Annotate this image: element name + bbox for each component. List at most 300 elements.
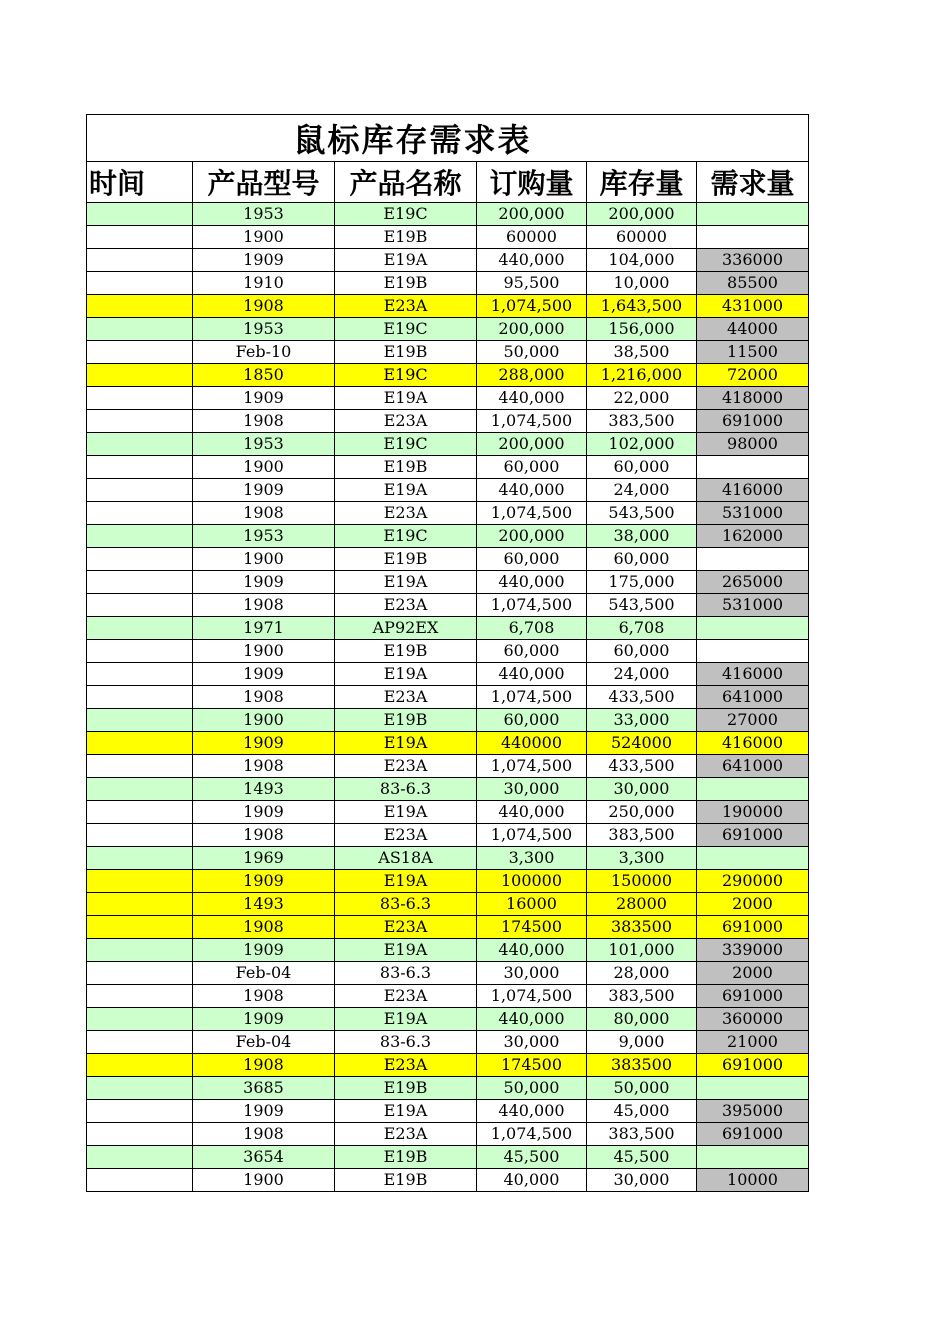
order-cell[interactable]: 1,074,500 [477, 295, 587, 318]
stock-cell[interactable]: 30,000 [587, 778, 697, 801]
demand-cell[interactable]: 11500 [697, 341, 809, 364]
time-cell[interactable] [87, 686, 193, 709]
order-cell[interactable]: 1,074,500 [477, 1123, 587, 1146]
order-cell[interactable]: 440,000 [477, 1008, 587, 1031]
model-cell[interactable]: 3685 [193, 1077, 335, 1100]
model-cell[interactable]: 1971 [193, 617, 335, 640]
order-cell[interactable]: 50,000 [477, 1077, 587, 1100]
header-stock[interactable]: 库存量 [587, 162, 697, 203]
stock-cell[interactable]: 30,000 [587, 1169, 697, 1192]
order-cell[interactable]: 440,000 [477, 249, 587, 272]
stock-cell[interactable]: 102,000 [587, 433, 697, 456]
name-cell[interactable]: E23A [335, 295, 477, 318]
model-cell[interactable]: 1900 [193, 226, 335, 249]
order-cell[interactable]: 200,000 [477, 525, 587, 548]
model-cell[interactable]: 1909 [193, 870, 335, 893]
demand-cell[interactable]: 416000 [697, 663, 809, 686]
header-name[interactable]: 产品名称 [335, 162, 477, 203]
order-cell[interactable]: 1,074,500 [477, 410, 587, 433]
order-cell[interactable]: 440,000 [477, 1100, 587, 1123]
time-cell[interactable] [87, 663, 193, 686]
model-cell[interactable]: 1908 [193, 916, 335, 939]
table-row [87, 594, 809, 617]
order-cell[interactable]: 440000 [477, 732, 587, 755]
table-row [87, 1008, 809, 1031]
stock-cell[interactable]: 3,300 [587, 847, 697, 870]
time-cell[interactable] [87, 939, 193, 962]
time-cell[interactable] [87, 893, 193, 916]
order-cell[interactable]: 50,000 [477, 341, 587, 364]
header-row [87, 162, 809, 203]
name-cell[interactable]: E23A [335, 985, 477, 1008]
order-cell[interactable]: 60000 [477, 226, 587, 249]
demand-cell[interactable]: 531000 [697, 594, 809, 617]
demand-cell[interactable]: 691000 [697, 985, 809, 1008]
name-cell[interactable]: E19A [335, 801, 477, 824]
model-cell[interactable]: 1908 [193, 594, 335, 617]
order-cell[interactable]: 440,000 [477, 571, 587, 594]
model-cell[interactable]: 1908 [193, 410, 335, 433]
table-row [87, 732, 809, 755]
order-cell[interactable]: 3,300 [477, 847, 587, 870]
demand-cell[interactable] [697, 778, 809, 801]
model-cell[interactable]: 1909 [193, 732, 335, 755]
order-cell[interactable]: 30,000 [477, 962, 587, 985]
stock-cell[interactable]: 383,500 [587, 985, 697, 1008]
order-cell[interactable]: 200,000 [477, 433, 587, 456]
name-cell[interactable]: E19A [335, 387, 477, 410]
demand-cell[interactable]: 2000 [697, 893, 809, 916]
time-cell[interactable] [87, 824, 193, 847]
model-cell[interactable]: 1908 [193, 755, 335, 778]
stock-cell[interactable]: 156,000 [587, 318, 697, 341]
model-cell[interactable]: 1909 [193, 1100, 335, 1123]
stock-cell[interactable]: 383,500 [587, 410, 697, 433]
name-cell[interactable]: E19A [335, 479, 477, 502]
name-cell[interactable]: E19B [335, 1146, 477, 1169]
header-order[interactable]: 订购量 [477, 162, 587, 203]
demand-cell[interactable]: 431000 [697, 295, 809, 318]
model-cell[interactable]: 1900 [193, 548, 335, 571]
name-cell[interactable]: AP92EX [335, 617, 477, 640]
time-cell[interactable] [87, 1031, 193, 1054]
order-cell[interactable]: 440,000 [477, 801, 587, 824]
name-cell[interactable]: E19B [335, 226, 477, 249]
demand-cell[interactable]: 641000 [697, 686, 809, 709]
model-cell[interactable]: 1953 [193, 318, 335, 341]
sheet-title[interactable]: 鼠标库存需求表 [87, 115, 809, 162]
stock-cell[interactable]: 433,500 [587, 755, 697, 778]
table-row [87, 318, 809, 341]
model-cell[interactable]: 1909 [193, 1008, 335, 1031]
order-cell[interactable]: 440,000 [477, 663, 587, 686]
name-cell[interactable]: E19B [335, 709, 477, 732]
name-cell[interactable]: E19B [335, 1169, 477, 1192]
time-cell[interactable] [87, 387, 193, 410]
model-cell[interactable]: Feb-10 [193, 341, 335, 364]
time-cell[interactable] [87, 249, 193, 272]
table-row [87, 1146, 809, 1169]
demand-cell[interactable] [697, 548, 809, 571]
model-cell[interactable]: 1953 [193, 433, 335, 456]
demand-cell[interactable]: 21000 [697, 1031, 809, 1054]
demand-cell[interactable]: 691000 [697, 1054, 809, 1077]
model-cell[interactable]: 1908 [193, 824, 335, 847]
table-row [87, 778, 809, 801]
name-cell[interactable]: E23A [335, 686, 477, 709]
model-cell[interactable]: 1908 [193, 502, 335, 525]
table-row [87, 870, 809, 893]
name-cell[interactable]: E19B [335, 1077, 477, 1100]
table-row [87, 456, 809, 479]
name-cell[interactable]: 83-6.3 [335, 893, 477, 916]
time-cell[interactable] [87, 1169, 193, 1192]
demand-cell[interactable]: 641000 [697, 755, 809, 778]
model-cell[interactable]: 1908 [193, 1123, 335, 1146]
order-cell[interactable]: 1,074,500 [477, 824, 587, 847]
demand-cell[interactable]: 531000 [697, 502, 809, 525]
name-cell[interactable]: E19B [335, 456, 477, 479]
model-cell[interactable]: 1953 [193, 525, 335, 548]
name-cell[interactable]: E19A [335, 1100, 477, 1123]
stock-cell[interactable]: 9,000 [587, 1031, 697, 1054]
demand-cell[interactable]: 2000 [697, 962, 809, 985]
stock-cell[interactable]: 60000 [587, 226, 697, 249]
time-cell[interactable] [87, 709, 193, 732]
table-row [87, 1100, 809, 1123]
demand-cell[interactable]: 416000 [697, 479, 809, 502]
stock-cell[interactable]: 175,000 [587, 571, 697, 594]
table-row [87, 387, 809, 410]
time-cell[interactable] [87, 479, 193, 502]
model-cell[interactable]: 1909 [193, 663, 335, 686]
demand-cell[interactable]: 339000 [697, 939, 809, 962]
time-cell[interactable] [87, 525, 193, 548]
model-cell[interactable]: 1908 [193, 985, 335, 1008]
model-cell[interactable]: Feb-04 [193, 1031, 335, 1054]
stock-cell[interactable]: 60,000 [587, 456, 697, 479]
order-cell[interactable]: 174500 [477, 1054, 587, 1077]
demand-cell[interactable]: 190000 [697, 801, 809, 824]
model-cell[interactable]: 1908 [193, 295, 335, 318]
time-cell[interactable] [87, 594, 193, 617]
demand-cell[interactable]: 72000 [697, 364, 809, 387]
inventory-table [86, 114, 809, 1192]
demand-cell[interactable]: 416000 [697, 732, 809, 755]
name-cell[interactable]: E19A [335, 571, 477, 594]
demand-cell[interactable] [697, 1146, 809, 1169]
stock-cell[interactable]: 50,000 [587, 1077, 697, 1100]
demand-cell[interactable]: 691000 [697, 916, 809, 939]
name-cell[interactable]: AS18A [335, 847, 477, 870]
demand-cell[interactable] [697, 847, 809, 870]
stock-cell[interactable]: 38,500 [587, 341, 697, 364]
table-row [87, 640, 809, 663]
model-cell[interactable]: 1908 [193, 1054, 335, 1077]
demand-cell[interactable]: 691000 [697, 410, 809, 433]
stock-cell[interactable]: 150000 [587, 870, 697, 893]
name-cell[interactable]: E19B [335, 341, 477, 364]
time-cell[interactable] [87, 341, 193, 364]
model-cell[interactable]: 1909 [193, 249, 335, 272]
table-row [87, 939, 809, 962]
model-cell[interactable]: 1910 [193, 272, 335, 295]
model-cell[interactable]: 3654 [193, 1146, 335, 1169]
name-cell[interactable]: E23A [335, 824, 477, 847]
stock-cell[interactable]: 24,000 [587, 663, 697, 686]
demand-cell[interactable]: 691000 [697, 824, 809, 847]
table-row [87, 893, 809, 916]
table-row [87, 1077, 809, 1100]
time-cell[interactable] [87, 1146, 193, 1169]
stock-cell[interactable]: 543,500 [587, 594, 697, 617]
time-cell[interactable] [87, 1008, 193, 1031]
name-cell[interactable]: E19A [335, 732, 477, 755]
demand-cell[interactable] [697, 226, 809, 249]
time-cell[interactable] [87, 226, 193, 249]
name-cell[interactable]: E23A [335, 410, 477, 433]
name-cell[interactable]: E19C [335, 433, 477, 456]
order-cell[interactable]: 200,000 [477, 203, 587, 226]
time-cell[interactable] [87, 1077, 193, 1100]
demand-cell[interactable]: 360000 [697, 1008, 809, 1031]
order-cell[interactable]: 100000 [477, 870, 587, 893]
order-cell[interactable]: 30,000 [477, 778, 587, 801]
model-cell[interactable]: 1493 [193, 893, 335, 916]
model-cell[interactable]: 1900 [193, 456, 335, 479]
stock-cell[interactable]: 10,000 [587, 272, 697, 295]
time-cell[interactable] [87, 433, 193, 456]
table-row [87, 502, 809, 525]
model-cell[interactable]: 1909 [193, 571, 335, 594]
table-row [87, 916, 809, 939]
stock-cell[interactable]: 45,000 [587, 1100, 697, 1123]
order-cell[interactable]: 200,000 [477, 318, 587, 341]
order-cell[interactable]: 30,000 [477, 1031, 587, 1054]
order-cell[interactable]: 60,000 [477, 709, 587, 732]
time-cell[interactable] [87, 1054, 193, 1077]
stock-cell[interactable]: 104,000 [587, 249, 697, 272]
order-cell[interactable]: 1,074,500 [477, 686, 587, 709]
name-cell[interactable]: E23A [335, 594, 477, 617]
model-cell[interactable]: 1953 [193, 203, 335, 226]
time-cell[interactable] [87, 801, 193, 824]
table-row [87, 364, 809, 387]
order-cell[interactable]: 16000 [477, 893, 587, 916]
order-cell[interactable]: 6,708 [477, 617, 587, 640]
order-cell[interactable]: 95,500 [477, 272, 587, 295]
model-cell[interactable]: 1909 [193, 801, 335, 824]
order-cell[interactable]: 45,500 [477, 1146, 587, 1169]
demand-cell[interactable] [697, 640, 809, 663]
stock-cell[interactable]: 250,000 [587, 801, 697, 824]
table-row [87, 226, 809, 249]
name-cell[interactable]: E23A [335, 502, 477, 525]
stock-cell[interactable]: 45,500 [587, 1146, 697, 1169]
table-row [87, 571, 809, 594]
stock-cell[interactable]: 22,000 [587, 387, 697, 410]
name-cell[interactable]: E19A [335, 939, 477, 962]
name-cell[interactable]: E23A [335, 916, 477, 939]
stock-cell[interactable]: 60,000 [587, 548, 697, 571]
stock-cell[interactable]: 1,216,000 [587, 364, 697, 387]
model-cell[interactable]: 1969 [193, 847, 335, 870]
name-cell[interactable]: E19B [335, 548, 477, 571]
stock-cell[interactable]: 24,000 [587, 479, 697, 502]
time-cell[interactable] [87, 870, 193, 893]
time-cell[interactable] [87, 847, 193, 870]
order-cell[interactable]: 1,074,500 [477, 985, 587, 1008]
model-cell[interactable]: 1900 [193, 709, 335, 732]
time-cell[interactable] [87, 571, 193, 594]
table-row [87, 801, 809, 824]
time-cell[interactable] [87, 295, 193, 318]
demand-cell[interactable]: 336000 [697, 249, 809, 272]
time-cell[interactable] [87, 203, 193, 226]
order-cell[interactable]: 1,074,500 [477, 502, 587, 525]
time-cell[interactable] [87, 732, 193, 755]
model-cell[interactable]: 1493 [193, 778, 335, 801]
name-cell[interactable]: E19B [335, 272, 477, 295]
name-cell[interactable]: E19A [335, 1008, 477, 1031]
demand-cell[interactable]: 85500 [697, 272, 809, 295]
time-cell[interactable] [87, 502, 193, 525]
table-row [87, 1169, 809, 1192]
time-cell[interactable] [87, 272, 193, 295]
header-time[interactable]: 时间 [87, 162, 193, 203]
name-cell[interactable]: E19C [335, 364, 477, 387]
time-cell[interactable] [87, 617, 193, 640]
table-row [87, 479, 809, 502]
time-cell[interactable] [87, 548, 193, 571]
name-cell[interactable]: E19B [335, 640, 477, 663]
time-cell[interactable] [87, 985, 193, 1008]
time-cell[interactable] [87, 364, 193, 387]
stock-cell[interactable]: 1,643,500 [587, 295, 697, 318]
stock-cell[interactable]: 433,500 [587, 686, 697, 709]
order-cell[interactable]: 440,000 [477, 479, 587, 502]
table-row [87, 433, 809, 456]
name-cell[interactable]: E19C [335, 318, 477, 341]
stock-cell[interactable]: 383,500 [587, 1123, 697, 1146]
demand-cell[interactable] [697, 1077, 809, 1100]
name-cell[interactable]: E19A [335, 249, 477, 272]
demand-cell[interactable] [697, 617, 809, 640]
time-cell[interactable] [87, 916, 193, 939]
table-row [87, 686, 809, 709]
table-row [87, 295, 809, 318]
model-cell[interactable]: 1909 [193, 939, 335, 962]
name-cell[interactable]: 83-6.3 [335, 962, 477, 985]
demand-cell[interactable]: 44000 [697, 318, 809, 341]
order-cell[interactable]: 174500 [477, 916, 587, 939]
order-cell[interactable]: 1,074,500 [477, 755, 587, 778]
stock-cell[interactable]: 524000 [587, 732, 697, 755]
stock-cell[interactable]: 383,500 [587, 824, 697, 847]
demand-cell[interactable]: 290000 [697, 870, 809, 893]
time-cell[interactable] [87, 1123, 193, 1146]
demand-cell[interactable]: 395000 [697, 1100, 809, 1123]
name-cell[interactable]: 83-6.3 [335, 1031, 477, 1054]
demand-cell[interactable]: 27000 [697, 709, 809, 732]
time-cell[interactable] [87, 962, 193, 985]
time-cell[interactable] [87, 778, 193, 801]
stock-cell[interactable]: 28000 [587, 893, 697, 916]
time-cell[interactable] [87, 755, 193, 778]
order-cell[interactable]: 60,000 [477, 456, 587, 479]
table-row [87, 709, 809, 732]
demand-cell[interactable]: 265000 [697, 571, 809, 594]
time-cell[interactable] [87, 318, 193, 341]
demand-cell[interactable]: 10000 [697, 1169, 809, 1192]
time-cell[interactable] [87, 410, 193, 433]
table-row [87, 1054, 809, 1077]
order-cell[interactable]: 288,000 [477, 364, 587, 387]
model-cell[interactable]: 1908 [193, 686, 335, 709]
order-cell[interactable]: 440,000 [477, 387, 587, 410]
model-cell[interactable]: 1900 [193, 1169, 335, 1192]
name-cell[interactable]: 83-6.3 [335, 778, 477, 801]
stock-cell[interactable]: 80,000 [587, 1008, 697, 1031]
stock-cell[interactable]: 101,000 [587, 939, 697, 962]
model-cell[interactable]: 1900 [193, 640, 335, 663]
name-cell[interactable]: E23A [335, 755, 477, 778]
header-model[interactable]: 产品型号 [193, 162, 335, 203]
name-cell[interactable]: E23A [335, 1123, 477, 1146]
demand-cell[interactable] [697, 203, 809, 226]
demand-cell[interactable]: 418000 [697, 387, 809, 410]
table-row [87, 824, 809, 847]
demand-cell[interactable]: 162000 [697, 525, 809, 548]
stock-cell[interactable]: 60,000 [587, 640, 697, 663]
name-cell[interactable]: E19A [335, 663, 477, 686]
table-row [87, 755, 809, 778]
order-cell[interactable]: 60,000 [477, 548, 587, 571]
order-cell[interactable]: 440,000 [477, 939, 587, 962]
demand-cell[interactable]: 98000 [697, 433, 809, 456]
table-body [87, 203, 809, 1192]
order-cell[interactable]: 1,074,500 [477, 594, 587, 617]
model-cell[interactable]: 1909 [193, 387, 335, 410]
name-cell[interactable]: E19C [335, 525, 477, 548]
time-cell[interactable] [87, 640, 193, 663]
stock-cell[interactable]: 28,000 [587, 962, 697, 985]
stock-cell[interactable]: 200,000 [587, 203, 697, 226]
name-cell[interactable]: E19A [335, 870, 477, 893]
stock-cell[interactable]: 383500 [587, 1054, 697, 1077]
table-row [87, 1031, 809, 1054]
table-row [87, 203, 809, 226]
order-cell[interactable]: 40,000 [477, 1169, 587, 1192]
demand-cell[interactable] [697, 456, 809, 479]
model-cell[interactable]: 1909 [193, 479, 335, 502]
stock-cell[interactable]: 6,708 [587, 617, 697, 640]
table-row [87, 962, 809, 985]
stock-cell[interactable]: 383500 [587, 916, 697, 939]
demand-cell[interactable]: 691000 [697, 1123, 809, 1146]
time-cell[interactable] [87, 456, 193, 479]
time-cell[interactable] [87, 1100, 193, 1123]
model-cell[interactable]: 1850 [193, 364, 335, 387]
name-cell[interactable]: E23A [335, 1054, 477, 1077]
model-cell[interactable]: Feb-04 [193, 962, 335, 985]
header-demand[interactable]: 需求量 [697, 162, 809, 203]
stock-cell[interactable]: 38,000 [587, 525, 697, 548]
name-cell[interactable]: E19C [335, 203, 477, 226]
stock-cell[interactable]: 543,500 [587, 502, 697, 525]
order-cell[interactable]: 60,000 [477, 640, 587, 663]
stock-cell[interactable]: 33,000 [587, 709, 697, 732]
